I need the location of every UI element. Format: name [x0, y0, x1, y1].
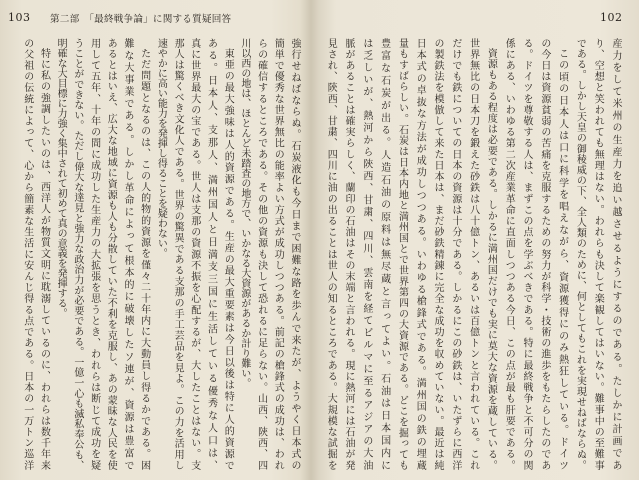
text-line: らの確信するところである。その他の資源も決して恐れるに足らない。山西、陝西、四	[255, 38, 267, 470]
text-line: だけでも鉄についての日本の資源は十分である。しかるにこの砂鉄は、いたずらに西洋	[449, 38, 461, 470]
text-line: 強行せねばならぬ。石炭液化も今日まで困難な路を歩んで来たが、ようやく日本式の	[289, 38, 300, 470]
text-line: 特に私の強調したいのは、西洋人が物質文明に耽溺しているのに、われらは数千年来	[38, 48, 50, 470]
text-line: 明確な大目標に力強く集中されて初めて真の意義を発揮する。	[55, 38, 67, 318]
text-line: 豊富な石炭が出る。人造石油の原料は無尽蔵と言ってよい。石油は日本国内に	[378, 38, 390, 470]
text-line: である。しかし天皇の御稜威の下、全人類のために、何としてもこれを実現せねばならぬ。	[574, 38, 586, 470]
text-line: の今日は資源貧弱の苦痛を克服するための努力が科学・技術の進歩をもたらしたのであ	[538, 38, 550, 470]
text-line: ただ問題となるのは、この人的物的資源を僅々二十年内に大動員し得るかである。困	[138, 48, 150, 470]
text-line: は乏しいが、熱河から陝西、甘粛、四川、雲南を経てビルマに至るアジアの大油	[360, 38, 372, 470]
right-page	[312, 0, 639, 480]
text-line: 難な大事業である。しかし革命によって根本的に破壊したソ連が、資源は豊富で	[121, 38, 133, 470]
running-head: 第二部 「最終戦争論」に関する質疑回答	[50, 14, 232, 25]
text-line: 資源もある程度は必要である。しかるに満州国だけでも実に莫大な資源を蔵している。	[485, 48, 497, 470]
text-line: あるとはいえ、広大な地域に資源も人も分散していた不利を克服し、あの蒙昧な人民を使	[105, 38, 117, 470]
text-line: の父祖の伝統によって、心から簡素な生活に安んじ得る点である。日本の一万トン巡洋	[21, 38, 33, 470]
text-line: うことができない。ただし偉大な達見と強力な政治力が必要である。一億一心も滅私奉公も、	[71, 38, 83, 470]
text-line: の製鉄法を模倣して来た日本は、まだ砂鉄精錬に完全な成功を収めていない。最近は純	[432, 38, 444, 470]
left-page	[0, 0, 310, 480]
text-line: 用して五年、十年の間に成功した生産力の大拡張を思うとき、われらは断じて成功を疑	[88, 38, 100, 470]
text-block	[18, 38, 302, 470]
page-number: 102	[600, 11, 623, 24]
text-line: 簡単で優秀な世界無比の能率よい方式が成功しつつある。前記の槍鋒式の成功は、われ	[272, 38, 284, 470]
text-block	[320, 38, 624, 470]
text-line: 量もすばらしい。石炭は日本内地と満州国とで世界第四の大資源である。どこを掘っても	[396, 38, 408, 470]
text-line: 真に世界最大の宝である。世人は支那の資源不振を心配するが、大したことはない。支	[188, 38, 200, 470]
text-line: 世界無比の日本刀を鍛えた砂鉄は八十億トン、あるいは百億トンと言われている。これ	[467, 38, 479, 470]
text-line: 東亜の最大強味は人的資源である。生産の最大重要素は今日以後は特に人的資源で	[222, 48, 234, 470]
text-line: 川以西の地は、ほとんど未踏査の地方で、いかなる大資源があるか計り難い。	[238, 38, 250, 388]
page-number: 103	[8, 11, 31, 24]
text-line: 係にある、いわゆる第二次産業革命に直面しつつある今日、この点が最も肝要である。	[503, 38, 515, 470]
text-line: 産力をして米州の生産力を追い越させるようにするのである。たしかに計画であ	[610, 38, 621, 470]
text-line: 見され、陝西、甘粛、四川に油の出ることは世人の知るところである。大規模な試掘を	[325, 38, 337, 470]
text-line: 日本式の卓抜な方法が成功しつつある。いわゆる槍鋒式である。満州国の鉄の埋蔵	[414, 38, 426, 470]
text-line: ある。日本人、支那人、満州国人と日満支三国に生活している優秀な人口は、	[205, 38, 217, 470]
text-line: る。ドイツを尊敬する人は、まずこの点を学ぶべきである。特に最終戦争と不可分の関	[521, 38, 533, 470]
text-line: 那人は驚くべき文化人である。世界の驚異である支那の手工芸品を見よ。この力を活用し	[172, 38, 184, 470]
text-line: り、空想と笑われても無理はない。われらも決して楽観してはいない。難事中の至難事	[592, 38, 604, 470]
text-line: 速やかに高い能力を発揮し得ることを疑わない。	[155, 38, 167, 258]
text-line: この頃の日本人は口に科学を唱えながら、資源獲得にのみ熱狂している。ドイツ	[556, 48, 568, 470]
text-line: 脈があることは確実らしく、蘭印の石油はその末端と言われる。現に熱河には石油が発	[343, 38, 355, 470]
